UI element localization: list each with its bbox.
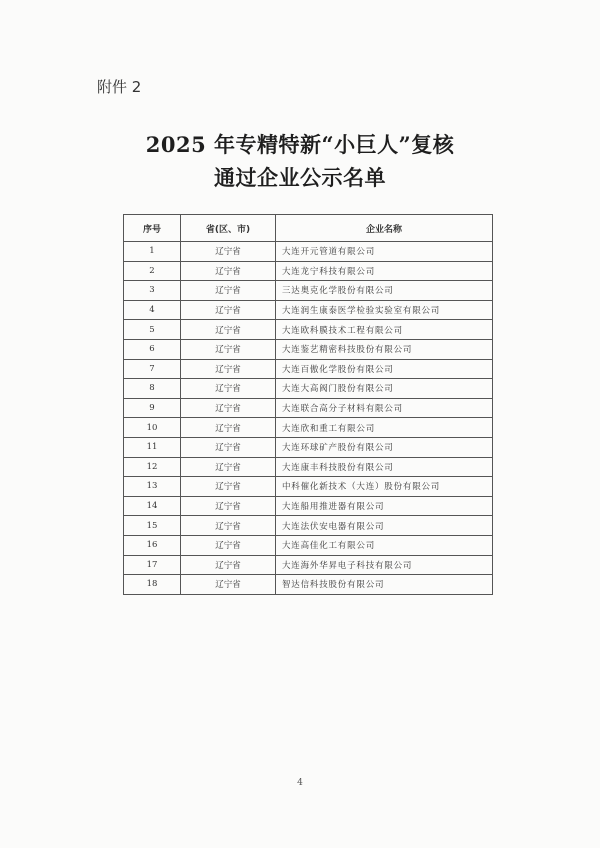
table-row bbox=[124, 457, 493, 477]
page-number: 4 bbox=[297, 778, 303, 788]
cell-province: 辽宁省 bbox=[181, 398, 276, 418]
cell-company-name: 智达信科技股份有限公司 bbox=[276, 575, 493, 595]
page-title-line-1: 2025 年专精特新“小巨人”复核 bbox=[145, 132, 455, 157]
cell-serial-number: 9 bbox=[124, 398, 181, 418]
table-row bbox=[124, 555, 493, 575]
cell-company-name: 大连龙宁科技有限公司 bbox=[276, 261, 493, 281]
table-row bbox=[124, 496, 493, 516]
cell-serial-number: 3 bbox=[124, 281, 181, 301]
header-province: 省(区、市) bbox=[181, 215, 276, 242]
cell-province: 辽宁省 bbox=[181, 575, 276, 595]
cell-company-name: 大连鉴艺精密科技股份有限公司 bbox=[276, 339, 493, 359]
cell-serial-number: 12 bbox=[124, 457, 181, 477]
cell-company-name: 三达奥克化学股份有限公司 bbox=[276, 281, 493, 301]
header-serial-number: 序号 bbox=[124, 215, 181, 242]
cell-province: 辽宁省 bbox=[181, 555, 276, 575]
table-row bbox=[124, 575, 493, 595]
cell-company-name: 大连大高阀门股份有限公司 bbox=[276, 379, 493, 399]
cell-serial-number: 11 bbox=[124, 437, 181, 457]
cell-company-name: 大连开元管道有限公司 bbox=[276, 242, 493, 262]
cell-company-name: 大连高佳化工有限公司 bbox=[276, 535, 493, 555]
cell-province: 辽宁省 bbox=[181, 535, 276, 555]
cell-province: 辽宁省 bbox=[181, 379, 276, 399]
cell-serial-number: 7 bbox=[124, 359, 181, 379]
table-row bbox=[124, 437, 493, 457]
table-row bbox=[124, 477, 493, 497]
cell-province: 辽宁省 bbox=[181, 261, 276, 281]
cell-province: 辽宁省 bbox=[181, 281, 276, 301]
company-list-table bbox=[123, 214, 493, 595]
attachment-label: 附件 2 bbox=[97, 78, 142, 96]
cell-province: 辽宁省 bbox=[181, 320, 276, 340]
page-title-line-2: 通过企业公示名单 bbox=[214, 165, 386, 190]
cell-serial-number: 4 bbox=[124, 300, 181, 320]
cell-serial-number: 1 bbox=[124, 242, 181, 262]
table-row bbox=[124, 418, 493, 438]
cell-company-name: 大连海外华昇电子科技有限公司 bbox=[276, 555, 493, 575]
cell-company-name: 大连润生康泰医学检验实验室有限公司 bbox=[276, 300, 493, 320]
cell-serial-number: 6 bbox=[124, 339, 181, 359]
cell-serial-number: 14 bbox=[124, 496, 181, 516]
cell-province: 辽宁省 bbox=[181, 457, 276, 477]
cell-province: 辽宁省 bbox=[181, 496, 276, 516]
table-row bbox=[124, 535, 493, 555]
table-row bbox=[124, 300, 493, 320]
cell-company-name: 大连法伏安电器有限公司 bbox=[276, 516, 493, 536]
cell-company-name: 大连欣和重工有限公司 bbox=[276, 418, 493, 438]
table-row bbox=[124, 379, 493, 399]
table-header-row bbox=[124, 215, 493, 242]
cell-province: 辽宁省 bbox=[181, 359, 276, 379]
header-company-name: 企业名称 bbox=[276, 215, 493, 242]
table-row bbox=[124, 516, 493, 536]
table-row bbox=[124, 242, 493, 262]
cell-province: 辽宁省 bbox=[181, 242, 276, 262]
cell-province: 辽宁省 bbox=[181, 300, 276, 320]
cell-serial-number: 13 bbox=[124, 477, 181, 497]
table-row bbox=[124, 398, 493, 418]
cell-company-name: 大连船用推进器有限公司 bbox=[276, 496, 493, 516]
cell-serial-number: 17 bbox=[124, 555, 181, 575]
cell-serial-number: 2 bbox=[124, 261, 181, 281]
cell-company-name: 大连环球矿产股份有限公司 bbox=[276, 437, 493, 457]
cell-province: 辽宁省 bbox=[181, 437, 276, 457]
cell-serial-number: 16 bbox=[124, 535, 181, 555]
cell-province: 辽宁省 bbox=[181, 477, 276, 497]
cell-serial-number: 10 bbox=[124, 418, 181, 438]
cell-serial-number: 8 bbox=[124, 379, 181, 399]
cell-company-name: 大连联合高分子材料有限公司 bbox=[276, 398, 493, 418]
cell-serial-number: 18 bbox=[124, 575, 181, 595]
cell-serial-number: 5 bbox=[124, 320, 181, 340]
cell-company-name: 大连百傲化学股份有限公司 bbox=[276, 359, 493, 379]
cell-company-name: 大连康丰科技股份有限公司 bbox=[276, 457, 493, 477]
cell-province: 辽宁省 bbox=[181, 418, 276, 438]
table-row bbox=[124, 320, 493, 340]
table-row bbox=[124, 261, 493, 281]
cell-province: 辽宁省 bbox=[181, 516, 276, 536]
cell-company-name: 大连欧科膜技术工程有限公司 bbox=[276, 320, 493, 340]
table-row bbox=[124, 359, 493, 379]
cell-company-name: 中科催化新技术（大连）股份有限公司 bbox=[276, 477, 493, 497]
cell-serial-number: 15 bbox=[124, 516, 181, 536]
table-row bbox=[124, 339, 493, 359]
cell-province: 辽宁省 bbox=[181, 339, 276, 359]
table-row bbox=[124, 281, 493, 301]
